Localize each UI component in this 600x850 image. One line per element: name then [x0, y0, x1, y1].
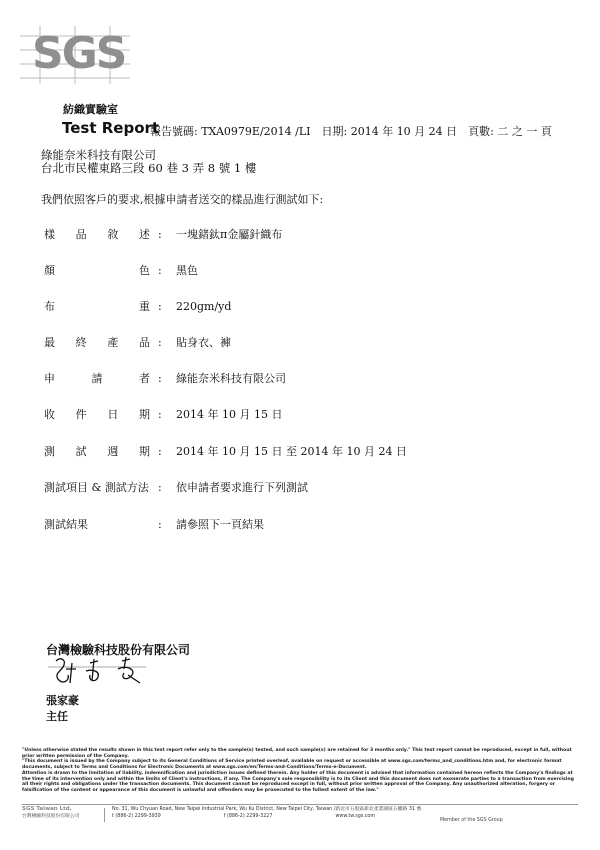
footer-phone: t (886-2) 2299-3939 — [112, 814, 161, 819]
field-received-date: 收 件 日 期 : 2014 年 10 月 15 日 — [44, 408, 283, 421]
sgs-logo — [20, 26, 130, 84]
footer-brand — [22, 806, 100, 820]
field-label: 測試結果 — [44, 518, 88, 531]
signature-graphic — [46, 655, 166, 689]
field-test-items: 測試項目 & 測試方法 : 依申請者要求進行下列測試 — [44, 481, 308, 494]
footer-web-link[interactable]: www.tw.sgs.com — [335, 814, 376, 819]
field-end-product: 最 終 產 品 : 貼身衣、褲 — [44, 336, 231, 349]
footer-contact — [112, 806, 421, 820]
field-label: 樣 品 敘 述 — [44, 228, 150, 241]
field-applicant: 申 請 者 : 綠能奈米科技有限公司 — [44, 372, 286, 385]
field-value: 綠能奈米科技有限公司 — [176, 372, 286, 385]
footer-divider — [22, 804, 578, 805]
field-value: 請參照下一頁結果 — [176, 518, 264, 531]
lab-name: 紡織實驗室 — [63, 103, 118, 116]
field-value: 220gm/yd — [176, 300, 232, 313]
field-label: 最 終 產 品 — [44, 336, 150, 349]
disclaimer-paragraph: "This document is issued by the Company subject to its General Conditions of Service printed overleaf, available on request or accessible at www.sgs.com/terms_and_conditions.htm and, for electronic format documents, subject to Terms and Conditions for Electronic Documents at www.sgs.com/en/Terms-and-Conditions/Terms-e-Document. — [22, 759, 562, 771]
client-address: 台北市民權東路三段 60 巷 3 弄 8 號 1 樓 — [41, 161, 257, 175]
field-label: 布 重 — [44, 300, 150, 313]
client-block — [41, 149, 256, 175]
disclaimer-paragraph: "Unless otherwise stated the results shown in this test report refer only to the sample(s) tested, and such sample(s) are retained for 3 months only." This test report cannot be reproduced, except in full, without prior written permission of the Company. — [22, 748, 572, 759]
logo-text: SGS — [32, 28, 126, 79]
footer-separator — [104, 808, 105, 822]
field-sample-description: 樣 品 敘 述 : 一塊鍺鈦π金屬針織布 — [44, 228, 283, 241]
signatory-title: 主任 — [46, 710, 68, 723]
field-label: 顏 色 — [44, 264, 150, 277]
footer-brand-cn: 台灣檢驗科技股份有限公司 — [22, 814, 80, 819]
field-value: 2014 年 10 月 15 日 至 2014 年 10 月 24 日 — [176, 445, 407, 458]
legal-disclaimer — [22, 748, 578, 794]
handwritten-signature — [46, 655, 166, 689]
field-value: 依申請者要求進行下列測試 — [176, 481, 308, 494]
footer-fax: f (886-2) 2299-3227 — [223, 814, 273, 819]
field-label: 測試項目 & 測試方法 — [44, 481, 149, 494]
field-label: 收 件 日 期 — [44, 408, 150, 421]
field-value: 黑色 — [176, 264, 198, 277]
field-test-period: 測 試 週 期 : 2014 年 10 月 15 日 至 2014 年 10 月 24 日 — [44, 445, 407, 458]
report-meta: 報告號碼: TXA0979E/2014 /LI 日期: 2014 年 10 月 24 日 頁數: 二 之 一 頁 — [150, 125, 552, 138]
report-title: Test Report — [62, 119, 160, 137]
disclaimer-paragraph: Attention is drawn to the limitation of liability, indemnification and jurisdiction issues defined therein. Any holder of this document is advised that information contained hereon reflects the Company's findings at the time of its intervention only and within the limits of Client's instructions, if any. The Company's sole responsibility is to its Client and this document does not exonerate parties to a transaction from exercising all their rights and obligations under the transaction documents. This document cannot be reproduced except in full, without prior written approval of the Company. Any unauthorized alteration, forgery or falsification of the content or appearance of this document is unlawful and offenders may be prosecuted to the fullest extent of the law." — [22, 770, 574, 793]
footer-member: Member of the SGS Group — [440, 818, 503, 823]
field-test-results: 測試結果 : 請參照下一頁結果 — [44, 518, 264, 531]
field-label: 申 請 者 — [44, 372, 150, 385]
field-color: 顏 色 : 黑色 — [44, 264, 198, 277]
field-weight: 布 重 : 220gm/yd — [44, 300, 232, 313]
intro-text: 我們依照客戶的要求,根據申請者送交的樣品進行測試如下: — [41, 193, 324, 206]
field-value: 一塊鍺鈦π金屬針織布 — [176, 228, 283, 241]
footer-address: No. 31, Wu Chyuan Road, New Taipei Industrial Park, Wu Ku District, New Taipei City, Taiwan /新北市五股區新北產業園區五權路 31 號 — [112, 807, 422, 812]
signatory-name: 張家豪 — [46, 694, 79, 707]
field-value: 貼身衣、褲 — [176, 336, 231, 349]
signature-company: 台灣檢驗科技股份有限公司 — [46, 643, 191, 657]
client-name: 綠能奈米科技有限公司 — [41, 148, 156, 162]
footer-brand-name: SGS Taiwan Ltd. — [22, 806, 72, 812]
field-label: 測 試 週 期 — [44, 445, 150, 458]
field-value: 2014 年 10 月 15 日 — [176, 408, 283, 421]
